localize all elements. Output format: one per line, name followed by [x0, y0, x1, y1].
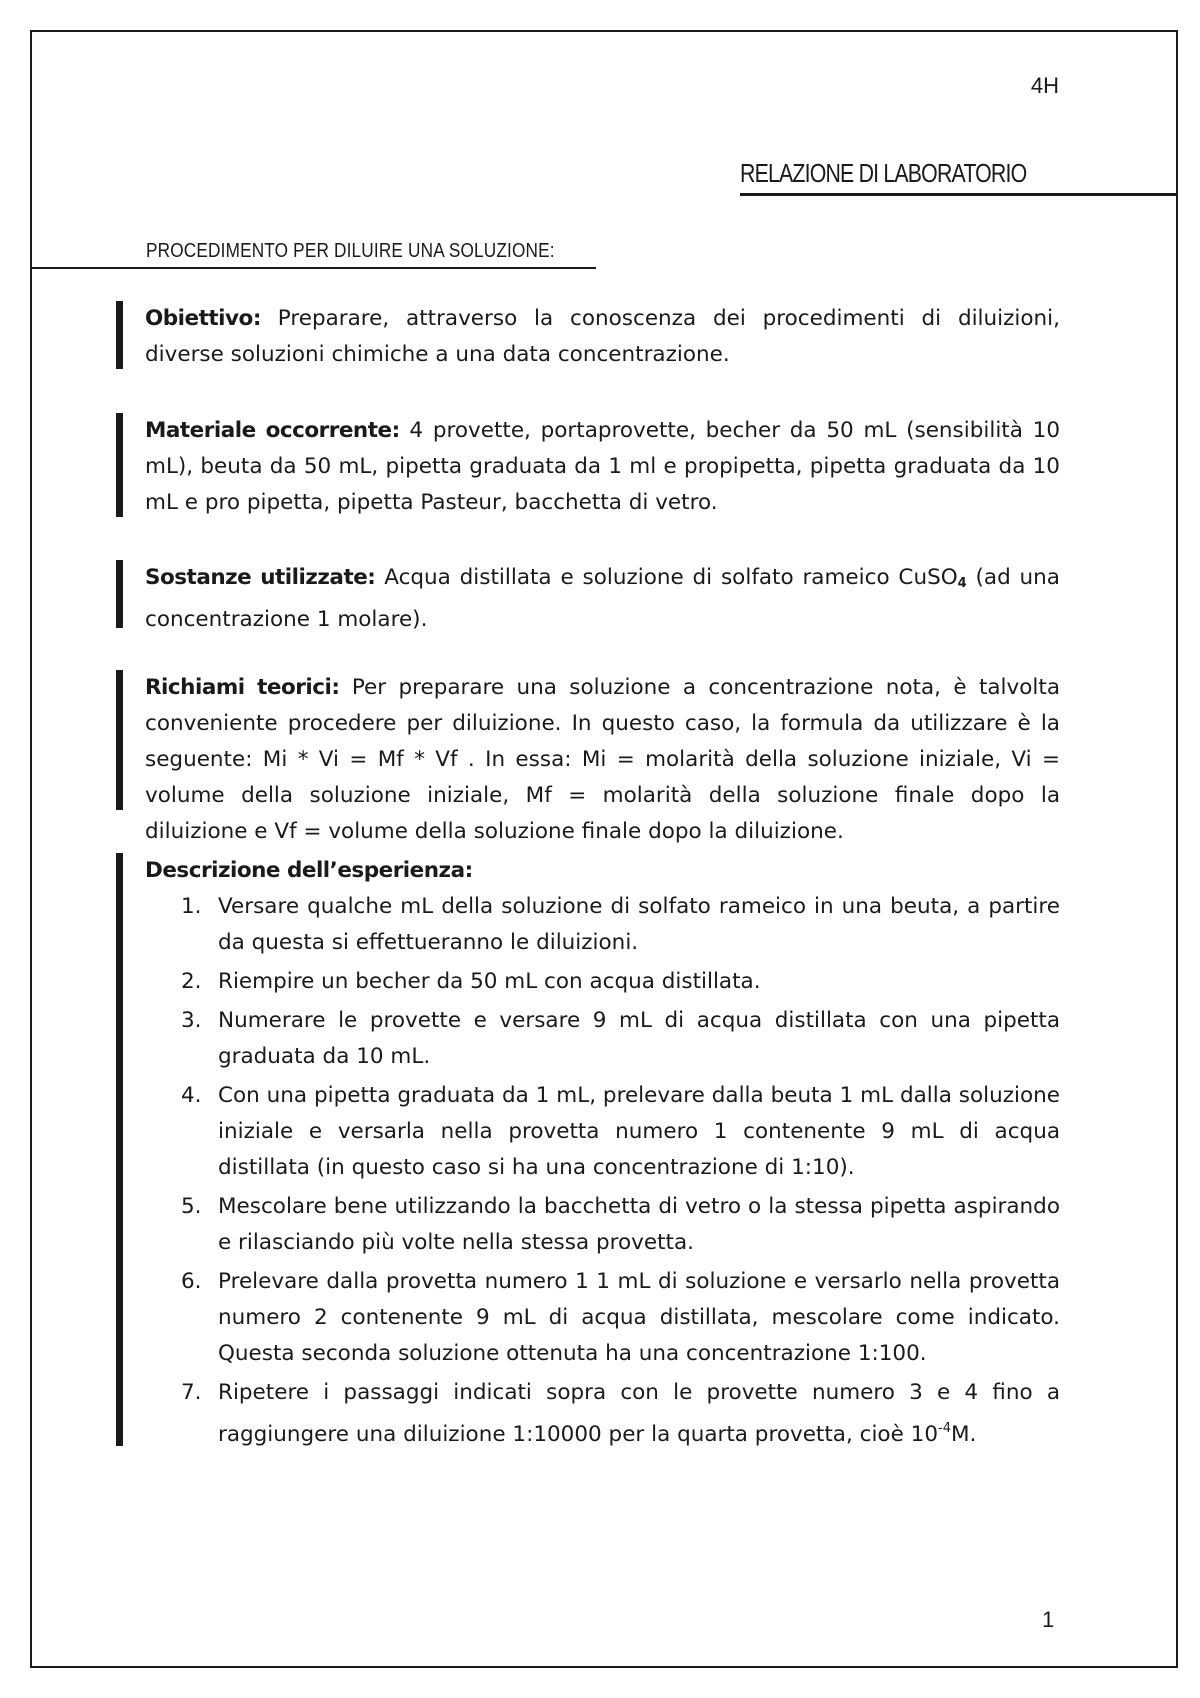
list-item [145, 1375, 1060, 1453]
materiale-text [145, 413, 1060, 521]
sostanze-block [116, 560, 1060, 638]
materiale-body: 4 provette, portaprovette, becher da 50 mL (sensibilità 10 mL), beuta da 50 mL, pipetta graduata da 1 ml e propipetta, pipetta graduata da 10 mL e pro pipetta, pipetta Pasteur, bacchetta di vetro. [145, 418, 1060, 515]
exponent-superscript: -4 [938, 1421, 951, 1436]
step-text: Versare qualche mL della soluzione di solfato rameico in una beuta, a partire da questa si effettueranno le diluizioni. [218, 894, 1060, 955]
descrizione-block [116, 853, 1060, 1456]
step-number: 7. [181, 1380, 202, 1405]
richiami-bar [116, 670, 123, 810]
step-text: Prelevare dalla provetta numero 1 1 mL di soluzione e versarlo nella provetta numero 2 contenente 9 mL di acqua distillata, mescolare come indicato. Questa seconda soluzione ottenuta ha una concentrazione 1:100. [218, 1269, 1060, 1366]
page-number: 1 [1042, 1607, 1055, 1632]
sostanze-body-before: Acqua distillata e soluzione di solfato rameico CuSO [384, 565, 958, 590]
list-item [145, 1003, 1060, 1075]
list-item [145, 1264, 1060, 1372]
sostanze-bar [116, 560, 123, 628]
steps-list [145, 889, 1060, 1453]
obiettivo-bar [116, 301, 123, 369]
step-number: 1. [181, 894, 202, 919]
section-heading-underline [30, 267, 596, 269]
obiettivo-label: Obiettivo: [145, 306, 261, 331]
richiami-text [145, 670, 1060, 850]
step-text: Numerare le provette e versare 9 mL di acqua distillata con una pipetta graduata da 10 mL. [218, 1008, 1060, 1069]
list-item [145, 889, 1060, 961]
sostanze-body-after: (ad una concentrazione 1 molare). [145, 565, 1060, 632]
step-text-before: Ripetere i passaggi indicati sopra con le provette numero 3 e 4 fino a raggiungere una diluizione 1:10000 per la quarta provetta, cioè 10 [218, 1380, 1060, 1447]
step-number: 6. [181, 1269, 202, 1294]
descrizione-text [145, 853, 1060, 1453]
step-number: 2. [181, 969, 202, 994]
class-label: 4H [1030, 73, 1059, 98]
step-number: 5. [181, 1194, 202, 1219]
materiale-block [116, 413, 1060, 521]
step-text: Riempire un becher da 50 mL con acqua distillata. [218, 969, 761, 994]
materiale-bar [116, 413, 123, 517]
richiami-body: Per preparare una soluzione a concentrazione nota, è talvolta conveniente procedere per diluizione. In questo caso, la formula da utilizzare è la seguente: Mi * Vi = Mf * Vf . In essa: Mi = molarità della soluzione iniziale, Vi = volume della soluzione iniziale, Mf = molarità della soluzione finale dopo la diluizione e Vf = volume della soluzione finale dopo la diluizione. [145, 675, 1060, 844]
richiami-block [116, 670, 1060, 850]
list-item [145, 964, 1060, 1000]
cuso4-subscript: 4 [957, 576, 967, 591]
step-text: Mescolare bene utilizzando la bacchetta di vetro o la stessa pipetta aspirando e rilasciando più volte nella stessa provetta. [218, 1194, 1060, 1255]
sostanze-label: Sostanze utilizzate: [145, 565, 376, 590]
sostanze-text [145, 560, 1060, 638]
list-item [145, 1078, 1060, 1186]
obiettivo-text [145, 301, 1060, 373]
obiettivo-body: Preparare, attraverso la conoscenza dei procedimenti di diluizioni, diverse soluzioni chimiche a una data concentrazione. [145, 306, 1060, 367]
step-number: 4. [181, 1083, 202, 1108]
title-underline [740, 193, 1178, 196]
step-text-after: M. [950, 1422, 977, 1447]
step-text: Con una pipetta graduata da 1 mL, prelevare dalla beuta 1 mL dalla soluzione iniziale e versarla nella provetta numero 1 contenente 9 mL di acqua distillata (in questo caso si ha una concentrazione di 1:10). [218, 1083, 1060, 1180]
descrizione-bar [116, 853, 123, 1446]
list-item [145, 1189, 1060, 1261]
descrizione-label: Descrizione dell’esperienza: [145, 858, 473, 883]
report-title: RELAZIONE DI LABORATORIO [740, 158, 1027, 188]
obiettivo-block [116, 301, 1060, 373]
step-number: 3. [181, 1008, 202, 1033]
richiami-label: Richiami teorici: [145, 675, 340, 700]
materiale-label: Materiale occorrente: [145, 418, 400, 443]
section-heading: PROCEDIMENTO PER DILUIRE UNA SOLUZIONE: [146, 240, 555, 262]
